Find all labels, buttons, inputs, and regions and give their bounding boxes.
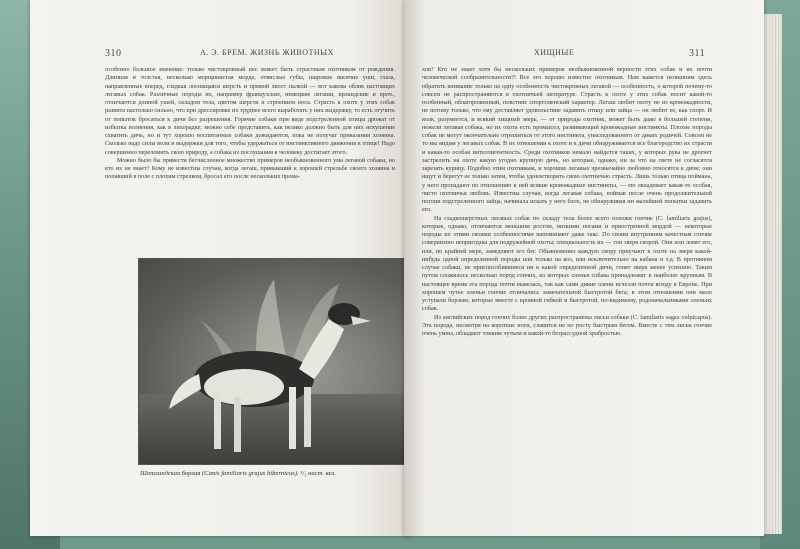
page-stack-edge xyxy=(764,14,782,534)
right-paragraph-2: На гладкошерстных легавых собак по складу тела более всего похожи гончие (C. familiaris grajus), которые, однако, отличаются меньшим ростом, низкими ногами и приостренной мордой — некоторые породы их этими своими особенностями напоминают даже такс. По своим внутренним качествам гончие совершенно непригодны для подружейной охоты; специальность их — гон зверя сворой. Они или ловят его, или, по крайней мере, замедляют его бег. Обыкновенно каждую свору приучают к охоте на зверя какой-нибудь одной определенной породы или только на коз, или исключительно на кабана и т.д. В противном случае собаки, не приспособившиеся ни к какой определенной дичи, гонят зверя менее успешно. Таким путем сложилось несколько пород гончих, из которых оленья собака принадлежит к наиболее крупным. В настоящее время эта порода почти вывелась, так как сами дикие олени исчезли почти всюду в Европе. При хорошем чутье оленьи гончие отличались замечательной быстротой бега; в этом отношении они мало уступали борзым, которые вместе с кровной гибкой и быстротой, по-видимому, родоначальниками оленьих собак. xyxy=(422,214,712,313)
right-paragraph-1: хов? Кто не знает хотя бы нескольких примеров необыкновенной верности этих собак и их почти человеческой сообразительности?! Все это хорошо известно охотникам. Нам кажется нелишним здесь обратить внимание только на одну особенность чистокровных легавой — особенность, о которой почему-то совсем не распространяются в охотничьей литературе. Страсть к охоте у этих собак носит какой-то особенный, облагороженный, повстине спортсменский характер. Легаш любит охоту не из кровожадности, не потому только, что ему доставляет удовольствие задавить птицу или зайца — он любит ее, как спорт. И волк, разумеется, и всякий хищный зверь, — от природы охотник, может быть даже в большей степени, нежели легавая собака, но их охота есть промысел, развивающий кровожадные инстинкты. Плохие породы собак не могут окончательно отрешиться от этого инстинкта, унаследованного от диких родичей. Совсем не то мы видим у легавых собак. В их отношении к охоте и к дичи обнаруживается все благородство их страсти и какая-то особая интеллигентность. Среди охотников немало найдется таких, у которых рука не дрогнет застрелить на охоте какую угодно крупную дичь, но которые, однако, ни за что на свете не согласятся зарезать курицу. Подобно этим охотникам, и хорошие легавые чрезвычайно любовно относятся к дичи; они ищут и берегут ее только затем, чтобы удовлетворить свою охотничью страсть. Лишь только птица поймана, у него пропадают по отношению к ней всякие кровожадные инстинкты, — ею овладевает какая-то особая, чисто охотничья любовь. Известны случаи, когда легавая собака, поймав после очень продолжительной погони подстреленного зайца, начинала искать у него блох, не обнаруживая ни малейшей попытки задавить его. xyxy=(422,66,712,214)
left-page xyxy=(30,0,410,536)
scottish-deerhound-illustration xyxy=(138,258,410,465)
right-page xyxy=(404,0,764,536)
left-page-number: 310 xyxy=(105,48,122,59)
left-paragraph-1: особенно большое значение: только чистокровный пес может быть страстным охотником от рождения. Длинная и толстая, несколько морщинистая морда, отвислые губы, широкие висячие уши, глаза, направленные вперед, гладкая лоснящаяся шерсть и прямой хвост палкой — вот какова облик настоящих легавых собак. Различные породы их, например французские, немецкие легаши, ирландские и проч., отличаются длиной ушей, складом тела, цветом шерсти и строением носа. Страсть к охоте у этих собак развита настолько сильно, что при дрессировке их труднее всего выработать у них выдержку, то есть отучить от попыток бросаться к дичи без разрешения. Горячие собаки при виде подстреленной птицы дрожат от избытка волнения, как в лихорадке; можно себе представить, как велико должно быть для них искушение схватить дичь, но и тут хорошо воспитанные собаки дожидаются, пока не получат приказания хозяина. Сколько надо силы воли и выдержки для того, чтобы удержаться от инстинктивного движения к птице! Надо совершенно переломить свою природу, а собака из послушания к человеку достигает этого. xyxy=(105,66,395,156)
right-paragraph-3: Из английских пород гончих более других распространены лисьи собаки (C. familiaris sagax vulpicapus). Эта порода, несмотря на короткие ноги, славится не по росту быстрым бегом. Вместе с тем лисьи гончие очень умны, обладают тонким чутьем и какой-то безрассудной храбростью. xyxy=(422,313,712,337)
right-body-text xyxy=(422,66,712,338)
left-paragraph-2: Можно было бы привести бесчисленное множество примеров необыкновенного ума легавой собаки, но кто их не знает? Кому не известны случаи, когда легаш, привыкший к хорошей стрельбе своего хозяина и попавший в поле с плохим стрелком, бросал его после нескольких прома- xyxy=(105,156,395,181)
right-page-number: 311 xyxy=(689,48,706,59)
dog-engraving xyxy=(139,259,409,464)
left-body-text xyxy=(105,66,395,182)
left-running-head: А. Э. БРЕМ. ЖИЗНЬ ЖИВОТНЫХ xyxy=(200,48,334,57)
figure-caption: Шотландская борзая (Canis familiaris grajus hibernicus). ¹/₁ наст. вел. xyxy=(140,470,336,477)
right-running-head: ХИЩНЫЕ xyxy=(534,48,575,57)
